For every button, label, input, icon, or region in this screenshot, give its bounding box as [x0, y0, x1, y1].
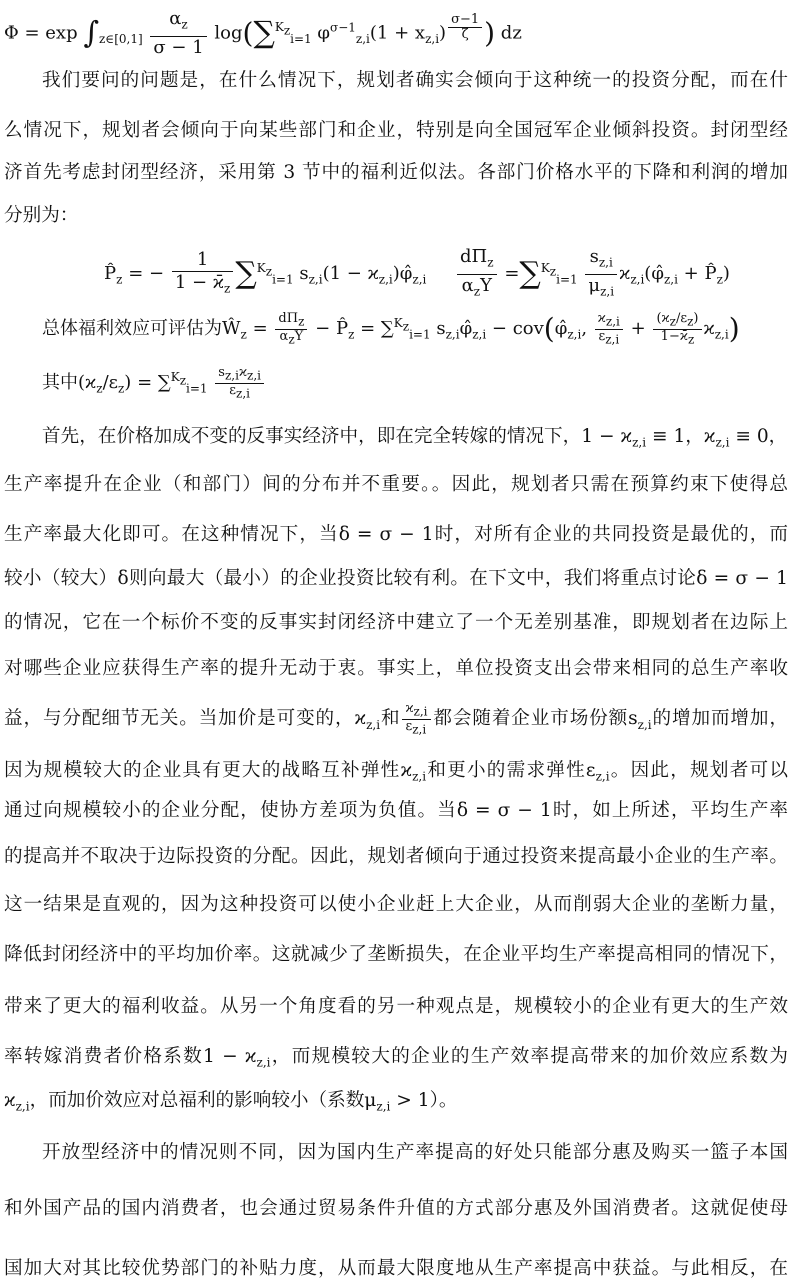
formula-welfare: 总体福利效应可评估为$Ŵ_z$ = $\frac{d\Pi_z}{\alpha_zY}$ − $P̂_z = \sum^{K_z}_{i=1}$ $s_{z,i}\varphî_{z,i}$ − $cov(\varphî_{z,i}$, $\frac{ϰ_{z,i}}{\varepsilon_{z,i}}$ + $\frac{(ϰ_z/\varepsilon_z)}{1-ϰ̄_z}$ $ϰ_{z,i}$) [42, 310, 740, 347]
paragraph1-line-2: 么情况下，规划者会倾向于向某些部门和企业，特别是向全国冠军企业倾斜投资。封闭型经 [4, 120, 788, 141]
formula-phi: $\Phi = \exp \int_{z\in[0,1]}$ $\frac{\alpha_z}{\sigma - 1}$ log(∑$^{K_z}_{i=1}$ $\varphi^{\sigma-1}_{z,i}(1 + x_{z,i})$ $^{\frac{\sigma-1}{\zeta}}$ ) dz [4, 8, 522, 58]
paragraph2-line-8: 因为规模较大的企业具有更大的战略互补弹性$ϰ_{z,i}$和更小的需求弹性$\varepsilon_{z,i}$。因此，规划者可以 [4, 760, 788, 784]
paragraph2-line-10: 的提高并不取决于边际投资的分配。因此，规划者倾向于通过投资来提高最小企业的生产率。 [4, 846, 788, 867]
formula-price-profit: $P̂_z$ = − $\frac{1}{1 - ϰ̄_z}$ ∑$^{K_z}_{i=1}$ $s_{z,i}(1$ − $ϰ_{z,i})\varphî_{z,i}$ $\frac{d\Pi_z}{\alpha_zY}$ =∑$^{K_z}_{i=1}$ $\frac{s_{z,i}}{\mu_{z,i}}$ $ϰ_{z,i}(\varphî_{z,i}$ + $P̂_z$) [104, 246, 730, 299]
paragraph1-line-3: 济首先考虑封闭型经济，采用第 3 节中的福利近似法。各部门价格水平的下降和利润的增加 [4, 162, 788, 183]
paragraph2-line-15: $ϰ_{z,i}$，而加价效应对总福利的影响较小（系数$\mu_{z,i} > 1$）。 [4, 1090, 458, 1114]
paragraph3-line-1: 开放型经济中的情况则不同，因为国内生产率提高的好处只能部分惠及购买一篮子本国 [42, 1142, 788, 1163]
phi-fraction: $\frac{\alpha_z}{\sigma - 1}$ [150, 8, 206, 59]
paragraph2-line-3: 生产率最大化即可。在这种情况下，当δ = σ − 1时，对所有企业的共同投资是最优的，而 [4, 524, 788, 545]
paragraph3-line-2: 和外国产品的国内消费者，也会通过贸易条件升值的方式部分惠及外国消费者。这就促使母 [4, 1198, 788, 1219]
paragraph2-line-4: 较小（较大）δ则向最大（最小）的企业投资比较有利。在下文中，我们将重点讨论δ = σ − 1 [4, 568, 788, 589]
paragraph2-line-14: 率转嫁消费者价格系数$1 - ϰ_{z,i}$，而规模较大的企业的生产效率提高带来的加价效应系数为 [4, 1046, 788, 1070]
formula-where: 其中$(ϰ_z/\varepsilon_z) = \sum^{K_z}_{i=1}$ $\frac{s_{z,i}ϰ_{z,i}}{\varepsilon_{z,i}}$ [42, 364, 266, 402]
paragraph3-line-3: 国加大对其比较优势部门的补贴力度，从而最大限度地从生产率提高中获益。与此相反，在 [4, 1258, 788, 1279]
paragraph2-line-7: 益，与分配细节无关。当加价是可变的，$ϰ_{z,i}$和 $\frac{ϰ_{z,i}}{\varepsilon_{z,i}}$ 都会随着企业市场份额$s_{z,i}$的增加而增加， [4, 702, 788, 737]
paragraph2-line-9: 通过向规模较小的企业分配，使协方差项为负值。当δ = σ − 1时，如上所述，平均生产率 [4, 800, 788, 821]
paragraph1-line-4: 分别为： [4, 205, 79, 226]
paragraph2-line-12: 降低封闭经济中的平均加价率。这就减少了垄断损失，在企业平均生产率提高相同的情况下， [4, 944, 788, 965]
paragraph2-line-11: 这一结果是直观的，因为这种投资可以使小企业赶上大企业，从而削弱大企业的垄断力量， [4, 894, 788, 915]
paragraph2-line-1: 首先，在价格加成不变的反事实经济中，即在完全转嫁的情况下，$1 - ϰ_{z,i} \equiv 1$，$ϰ_{z,i} \equiv 0$， [42, 426, 788, 450]
paragraph2-line-13: 带来了更大的福利收益。从另一个角度看的另一种观点是，规模较小的企业有更大的生产效 [4, 996, 788, 1017]
paragraph2-line-2: 生产率提升在企业（和部门）间的分布并不重要。。因此，规划者只需在预算约束下使得总 [4, 474, 788, 495]
paragraph2-line-5: 的情况，它在一个标价不变的反事实封闭经济中建立了一个无差别基准，即规划者在边际上 [4, 612, 788, 633]
paragraph2-line-6: 对哪些企业应获得生产率的提升无动于衷。事实上，单位投资支出会带来相同的总生产率收 [4, 658, 788, 679]
paragraph1-line-1: 我们要问的问题是，在什么情况下，规划者确实会倾向于这种统一的投资分配，而在什 [42, 70, 788, 91]
